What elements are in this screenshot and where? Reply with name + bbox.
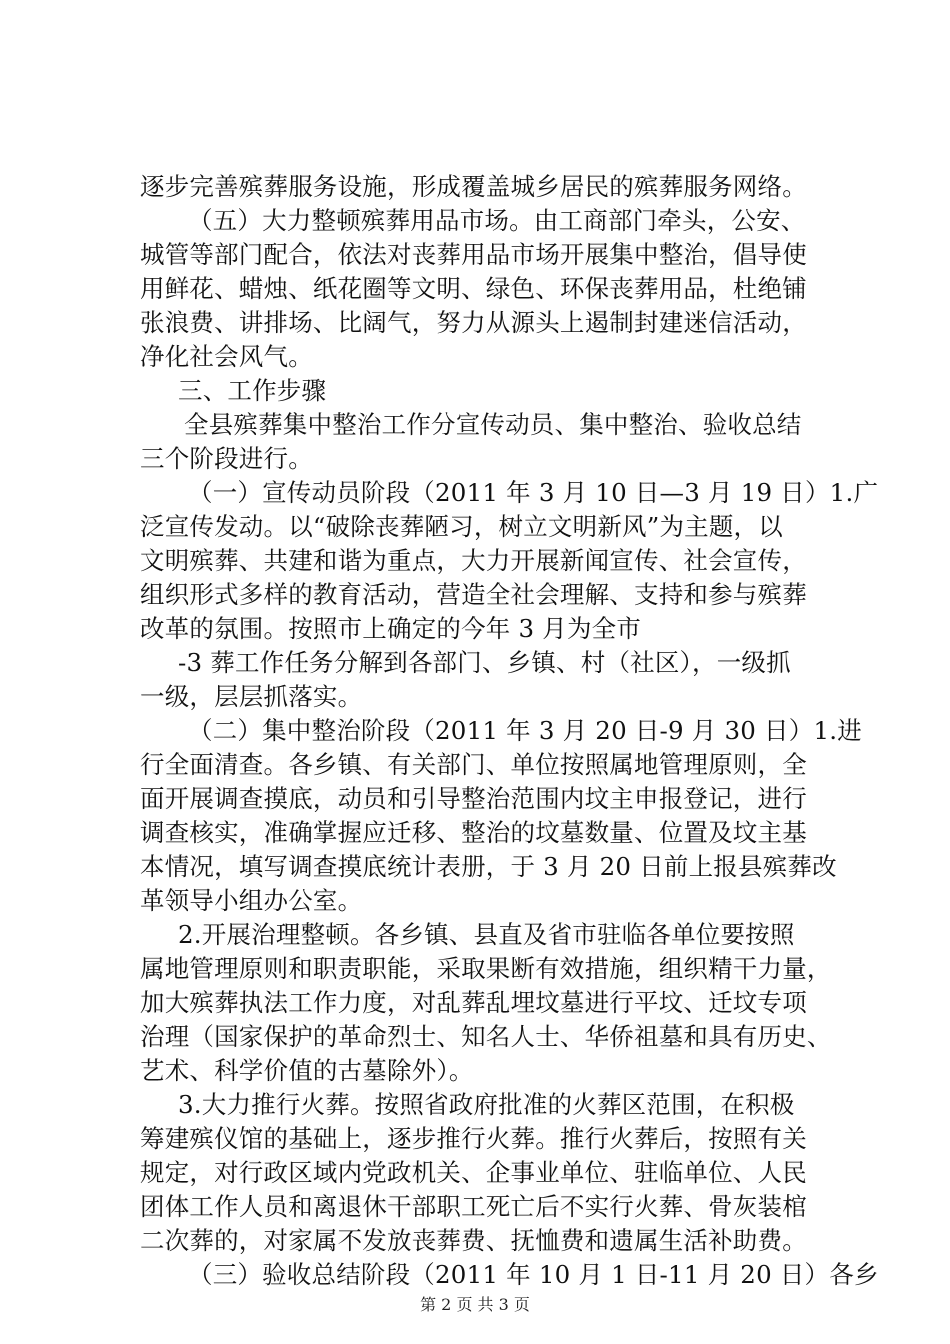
- section-heading: 三、工作步骤: [178, 376, 327, 405]
- text-line: （五）大力整顿殡葬用品市场。由工商部门牵头，公安、: [188, 206, 806, 235]
- text-line: 组织形式多样的教育活动，营造全社会理解、支持和参与殡葬: [140, 580, 807, 609]
- text-line: （一）宣传动员阶段（2011 年 3 月 10 日—3 月 19 日）1.广: [188, 478, 879, 507]
- text-line: 张浪费、讲排场、比阔气，努力从源头上遏制封建迷信活动，: [140, 308, 807, 337]
- text-line: 改革的氛围。按照市上确定的今年 3 月为全市: [140, 614, 642, 643]
- text-line: 3.大力推行火葬。按照省政府批准的火葬区范围，在积极: [178, 1090, 795, 1119]
- text-line: 本情况，填写调查摸底统计表册，于 3 月 20 日前上报县殡葬改: [140, 852, 837, 881]
- text-line: 治理（国家保护的革命烈士、知名人士、华侨祖墓和具有历史、: [140, 1022, 832, 1051]
- text-line: 三个阶段进行。: [140, 444, 313, 473]
- text-line: 革领导小组办公室。: [140, 886, 363, 915]
- text-line: 二次葬的，对家属不发放丧葬费、抚恤费和遗属生活补助费。: [140, 1226, 807, 1255]
- text-line: 筹建殡仪馆的基础上，逐步推行火葬。推行火葬后，按照有关: [140, 1124, 807, 1153]
- text-line: 艺术、科学价值的古墓除外）。: [140, 1056, 474, 1085]
- text-line: 团体工作人员和离退休干部职工死亡后不实行火葬、骨灰装棺: [140, 1192, 807, 1221]
- text-line: 调查核实，准确掌握应迁移、整治的坟墓数量、位置及坟主基: [140, 818, 807, 847]
- text-line: 泛宣传发动。以“破除丧葬陋习，树立文明新风”为主题，以: [140, 512, 783, 541]
- text-line: 加大殡葬执法工作力度，对乱葬乱埋坟墓进行平坟、迁坟专项: [140, 988, 807, 1017]
- text-line: 面开展调查摸底，动员和引导整治范围内坟主申报登记，进行: [140, 784, 807, 813]
- text-line: 文明殡葬、共建和谐为重点，大力开展新闻宣传、社会宣传，: [140, 546, 807, 575]
- text-line: 用鲜花、蜡烛、纸花圈等文明、绿色、环保丧葬用品，杜绝铺: [140, 274, 807, 303]
- text-line: 全县殡葬集中整治工作分宣传动员、集中整治、验收总结: [184, 410, 802, 439]
- text-line: 一级，层层抓落实。: [140, 682, 363, 711]
- text-line: 行全面清查。各乡镇、有关部门、单位按照属地管理原则，全: [140, 750, 807, 779]
- text-line: （三）验收总结阶段（2011 年 10 月 1 日-11 月 20 日）各乡: [188, 1260, 879, 1289]
- text-line: -3 葬工作任务分解到各部门、乡镇、村（社区），一级抓: [178, 648, 791, 677]
- text-line: 规定，对行政区域内党政机关、企事业单位、驻临单位、人民: [140, 1158, 807, 1187]
- text-line: 城管等部门配合，依法对丧葬用品市场开展集中整治，倡导使: [140, 240, 807, 269]
- page-number-footer: 第 2 页 共 3 页: [420, 1295, 530, 1314]
- text-line: 逐步完善殡葬服务设施，形成覆盖城乡居民的殡葬服务网络。: [140, 172, 807, 201]
- text-line: 属地管理原则和职责职能，采取果断有效措施，组织精干力量，: [140, 954, 832, 983]
- text-line: 2.开展治理整顿。各乡镇、县直及省市驻临各单位要按照: [178, 920, 795, 949]
- text-line: （二）集中整治阶段（2011 年 3 月 20 日-9 月 30 日）1.进: [188, 716, 862, 745]
- text-line: 净化社会风气。: [140, 342, 313, 371]
